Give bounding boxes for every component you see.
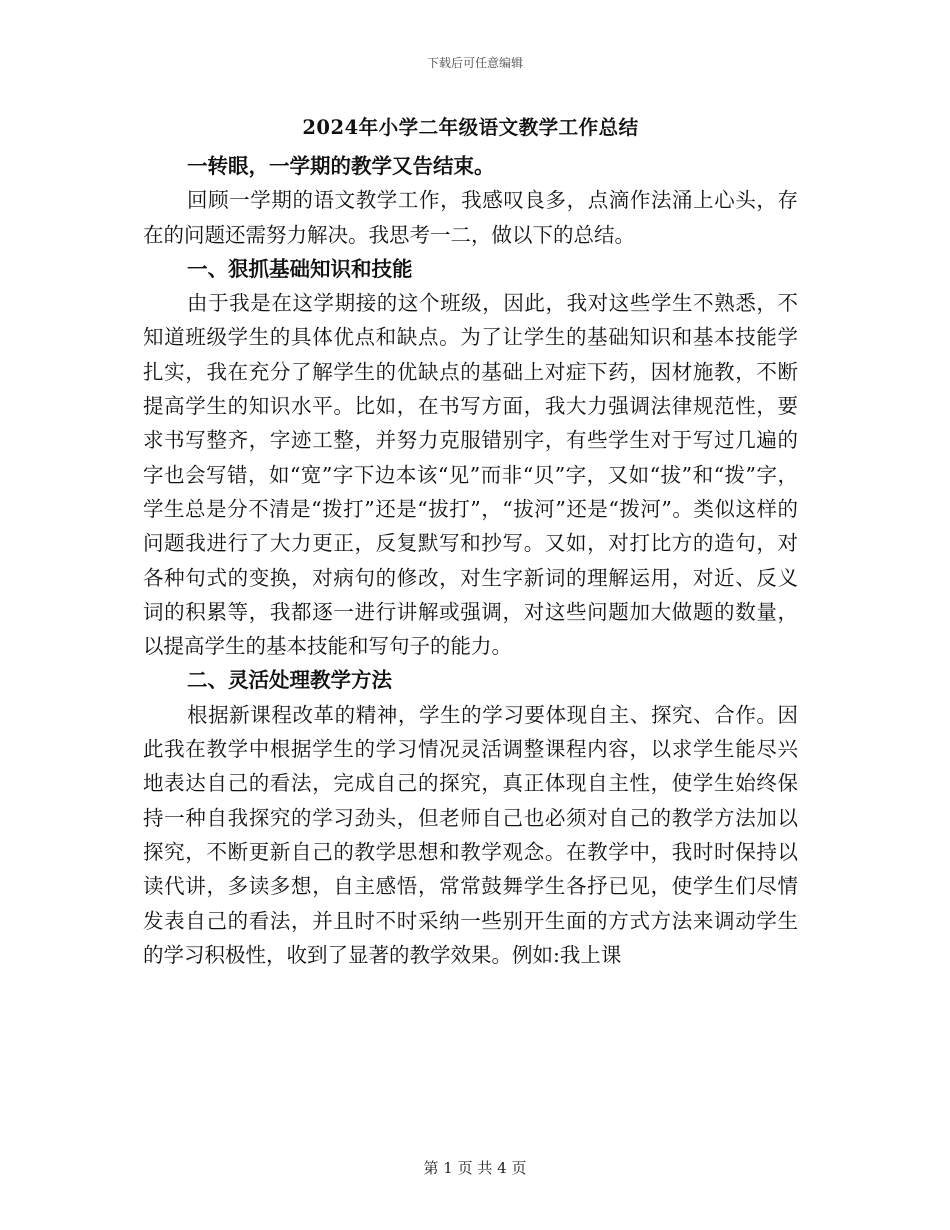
section-2-paragraph: 根据新课程改革的精神，学生的学习要体现自主、探究、合作。因此我在教学中根据学生的学习情况灵活调整课程内容，以求学生能尽兴地表达自己的看法，完成自己的探究，真正体现自主性，使学生始终保持一种自我探究的学习劲头，但老师自己也必须对自己的教学方法加以探究，不断更新自己的教学思想和教学观念。在教学中，我时时保持以读代讲，多读多想，自主感悟，常常鼓舞学生各抒已见，使学生们尽情发表自己的看法，并且时不时采纳一些别开生面的方式方法来调动学生的学习积极性，收到了显著的教学效果。例如:我上课 bbox=[143, 702, 798, 967]
page-header-note: 下载后可任意编辑 bbox=[426, 56, 523, 70]
intro-paragraph: 回顾一学期的语文教学工作，我感叹良多，点滴作法涌上心头，存在的问题还需努力解决。我思考一二，做以下的总结。 bbox=[143, 188, 798, 247]
section-2-heading: 二、灵活处理教学方法 bbox=[187, 668, 392, 693]
document-body bbox=[143, 112, 798, 972]
page-number: 第 1 页 共 4 页 bbox=[423, 1159, 527, 1177]
intro-heading: 一转眼，一学期的教学又告结束。 bbox=[187, 154, 495, 178]
section-1-paragraph: 由于我是在这学期接的这个班级，因此，我对这些学生不熟悉，不知道班级学生的具体优点和缺点。为了让学生的基础知识和基本技能学扎实，我在充分了解学生的优缺点的基础上对症下药，因材施教，不断提高学生的知识水平。比如，在书写方面，我大力强调法律规范性，要求书写整齐，字迹工整，并努力克服错别字，有些学生对于写过几遍的字也会写错，如“宽”字下边本该“见”而非“贝”字，又如“拔”和“拨”字，学生总是分不清是“拨打”还是“拔打”，“拔河”还是“拨河”。类似这样的问题我进行了大力更正，反复默写和抄写。又如，对打比方的造句，对各种句式的变换，对病句的修改，对生字新词的理解运用，对近、反义词的积累等，我都逐一进行讲解或强调，对这些问题加大做题的数量，以提高学生的基本技能和写句子的能力。 bbox=[143, 291, 798, 659]
document-title: 2024年小学二年级语文教学工作总结 bbox=[302, 116, 639, 139]
section-1-heading: 一、狠抓基础知识和技能 bbox=[187, 256, 413, 281]
